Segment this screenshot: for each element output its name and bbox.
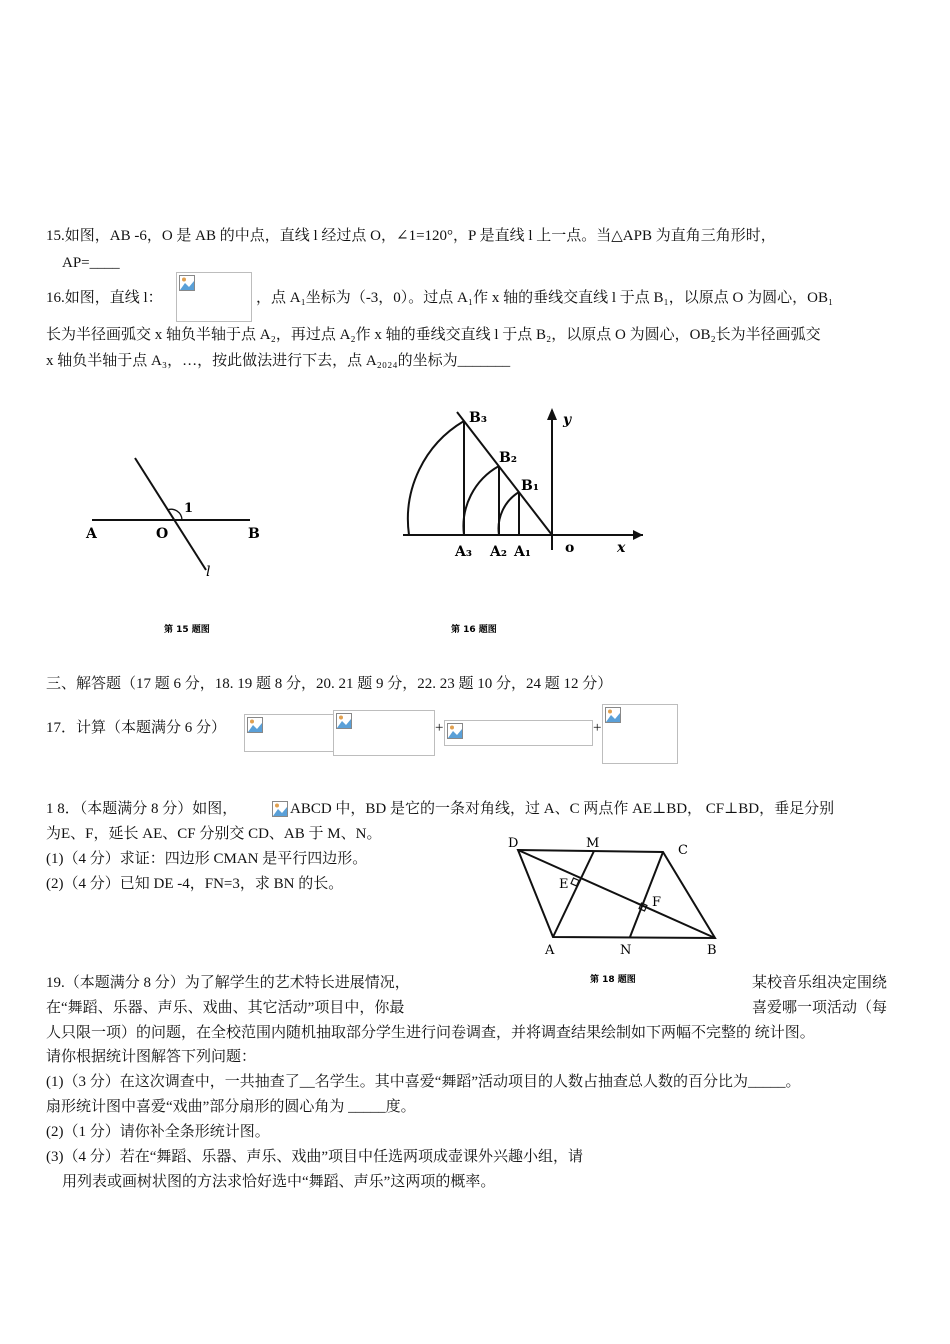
q19-line8: (3)（4 分）若在“舞蹈、乐器、声乐、戏曲”项目中任选两项成壶课外兴趣小组，请	[46, 1149, 584, 1165]
q19-line2-b: 喜爱哪一项活动（每	[752, 1000, 888, 1016]
q16-line1-pre: 16.如图，直线 l：	[46, 290, 163, 306]
formula-image-placeholder	[244, 714, 334, 752]
figure-15	[40, 400, 360, 640]
q19-line6: 扇形统计图中喜爱“戏曲”部分扇形的圆心角为 _____度。	[46, 1099, 416, 1115]
plus-sign: +	[593, 720, 602, 736]
figure-18	[500, 832, 740, 992]
q18-line3: (1)（4 分）求证：四边形 CMAN 是平行四边形。	[46, 851, 368, 867]
q19-line3: 人只限一项）的问题，在全校范围内随机抽取部分学生进行问卷调查，并将调查结果绘制如下两幅不完整的 统计图。	[46, 1025, 815, 1041]
label-A3: A₃	[455, 544, 472, 560]
figure-18-caption: 第 18 题图	[590, 975, 636, 985]
broken-image-icon	[447, 723, 463, 739]
label-A2: A₂	[490, 544, 507, 560]
q17-text: 17．计算（本题满分 6 分）	[46, 720, 227, 736]
formula-image-placeholder	[602, 704, 678, 764]
label-M: M	[586, 836, 600, 851]
q18-line4: (2)（4 分）已知 DE -4，FN=3，求 BN 的长。	[46, 876, 344, 892]
label-B1: B₁	[521, 478, 539, 494]
q15-line1: 15.如图，AB -6，O 是 AB 的中点，直线 l 经过点 O，∠1=120°，P 是直线 l 上一点。当△APB 为直角三角形时，	[46, 228, 776, 244]
line-l	[135, 458, 206, 570]
label-A: A	[86, 526, 97, 542]
label-B3: B₃	[469, 410, 487, 426]
q19-line1-b: 某校音乐组决定围绕	[752, 975, 888, 991]
q19-line2-a: 在“舞蹈、乐器、声乐、戏曲、其它活动”项目中，你最	[46, 1000, 405, 1016]
q18-line2: 为E、F，延长 AE、CF 分别交 CD、AB 于 M、N。	[46, 826, 382, 842]
label-1: 1	[184, 501, 194, 516]
q19-line7: (2)（1 分）请你补全条形统计图。	[46, 1124, 270, 1140]
section-3-heading: 三、解答题（17 题 6 分，18. 19 题 8 分，20. 21 题 9 分，22. 23 题 10 分，24 题 12 分）	[46, 676, 613, 692]
figure-16	[395, 400, 695, 640]
label-B: B	[707, 943, 717, 958]
q19-line4: 请你根据统计图解答下列问题：	[46, 1049, 257, 1065]
label-F: F	[652, 895, 662, 910]
broken-image-icon	[179, 275, 195, 291]
q16-line1-post: ，点 A₁坐标为（-3，0）。过点 A₁作 x 轴的垂线交直线 l 于点 B₁，以原点 O 为圆心，OB₁	[256, 290, 834, 306]
broken-image-icon	[336, 713, 352, 729]
formula-image-placeholder	[444, 720, 593, 746]
arc-2	[463, 466, 499, 535]
arc-1	[499, 492, 519, 535]
label-y: y	[563, 412, 572, 428]
label-C: C	[678, 843, 688, 858]
q18-line1-post: ABCD 中，BD 是它的一条对角线，过 A、C 两点作 AE⊥BD， CF⊥BD，垂足分别	[290, 801, 835, 817]
label-B2: B₂	[499, 450, 517, 466]
line-AM	[553, 851, 594, 937]
label-l: l	[206, 564, 211, 580]
label-O: O	[156, 526, 169, 542]
broken-image-icon	[247, 717, 263, 733]
label-O: o	[565, 540, 575, 556]
broken-image-icon	[271, 801, 289, 817]
q16-line2: 长为半径画弧交 x 轴负半轴于点 A₂，再过点 A₂作 x 轴的垂线交直线 l 于点 B₂，以原点 O 为圆心，OB₂长为半径画弧交	[46, 327, 821, 343]
figure-16-caption: 第 16 题图	[451, 625, 497, 635]
figure-15-caption: 第 15 题图	[164, 625, 210, 635]
broken-image-icon	[605, 707, 621, 723]
label-E: E	[559, 877, 569, 892]
label-x: x	[617, 540, 626, 556]
plus-sign: +	[435, 720, 444, 736]
formula-image-placeholder	[176, 272, 252, 322]
x-axis-arrow	[633, 530, 643, 540]
line-l	[457, 412, 552, 535]
q19-line9: 用列表或画树状图的方法求恰好选中“舞蹈、声乐”这两项的概率。	[62, 1174, 496, 1190]
q16-line3: x 轴负半轴于点 A₃，…，按此做法进行下去，点 A₂₀₂₄的坐标为_______	[46, 353, 511, 369]
label-A: A	[545, 943, 555, 958]
y-axis-arrow	[547, 408, 557, 420]
arc-3	[408, 421, 464, 535]
label-D: D	[508, 836, 519, 851]
q15-line2: AP=____	[62, 255, 120, 271]
q18-line1-pre: 1 8．（本题满分 8 分）如图，	[46, 801, 238, 817]
q19-line1-a: 19.（本题满分 8 分）为了解学生的艺术特长进展情况，	[46, 975, 410, 991]
label-A1: A₁	[514, 544, 531, 560]
q19-line5: (1)（3 分）在这次调查中，一共抽查了__名学生。其中喜爱“舞蹈”活动项目的人数占抽查总人数的百分比为_____。	[46, 1074, 801, 1090]
formula-image-placeholder	[333, 710, 435, 756]
label-B: B	[248, 526, 260, 542]
label-N: N	[620, 943, 632, 958]
